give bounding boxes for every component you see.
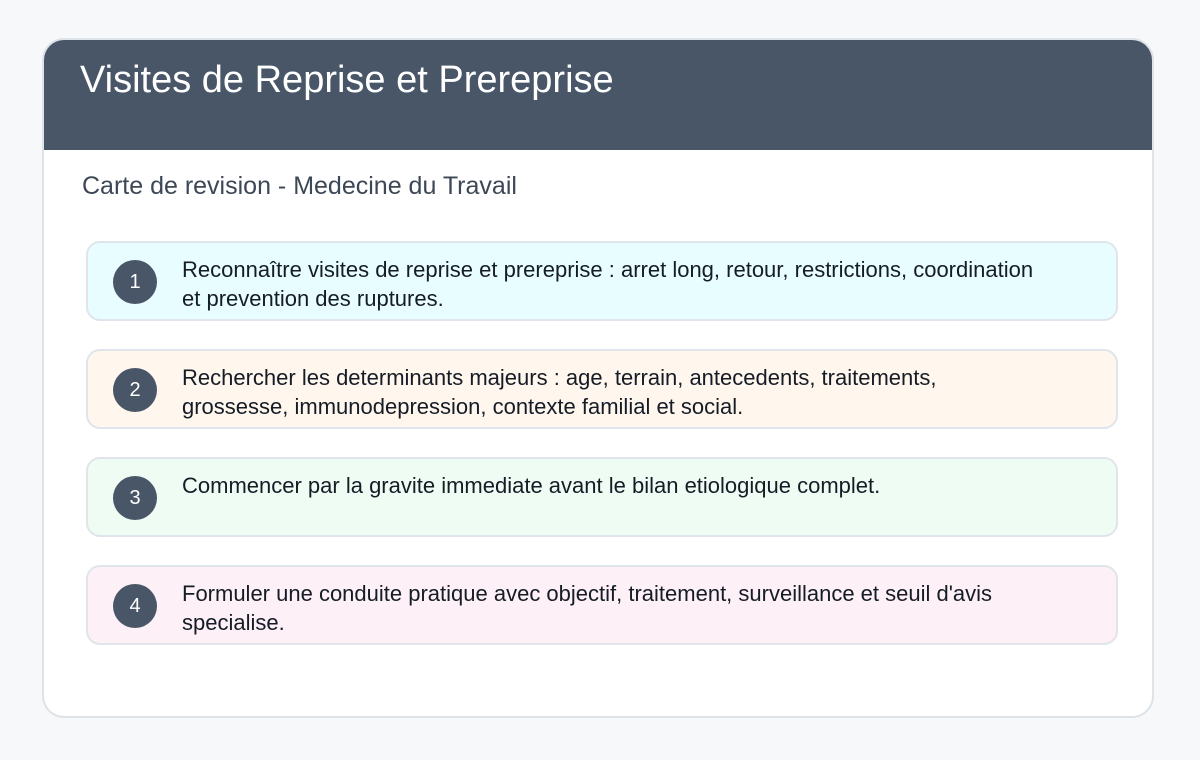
list-item-3 (86, 457, 1118, 537)
item-number-badge: 1 (113, 260, 157, 304)
item-text: Formuler une conduite pratique avec objectif, traitement, surveillance et seuil d'avis specialise. (182, 581, 993, 635)
item-text: Rechercher les determinants majeurs : age, terrain, antecedents, traitements, grossesse, immunodepression, contexte familial et social. (182, 365, 937, 419)
revision-card (42, 38, 1154, 718)
item-number-badge: 4 (113, 584, 157, 628)
item-number-badge: 2 (113, 368, 157, 412)
card-subtitle: Carte de revision - Medecine du Travail (82, 172, 517, 200)
list-item-2 (86, 349, 1118, 429)
list-item-1 (86, 241, 1118, 321)
list-item-4 (86, 565, 1118, 645)
card-title: Visites de Reprise et Prereprise (80, 59, 614, 101)
card-header (44, 40, 1152, 150)
item-number-badge: 3 (113, 476, 157, 520)
item-text: Commencer par la gravite immediate avant le bilan etiologique complet. (182, 473, 881, 498)
item-text: Reconnaître visites de reprise et prereprise : arret long, retour, restrictions, coordination et prevention des ruptures. (182, 257, 1034, 311)
